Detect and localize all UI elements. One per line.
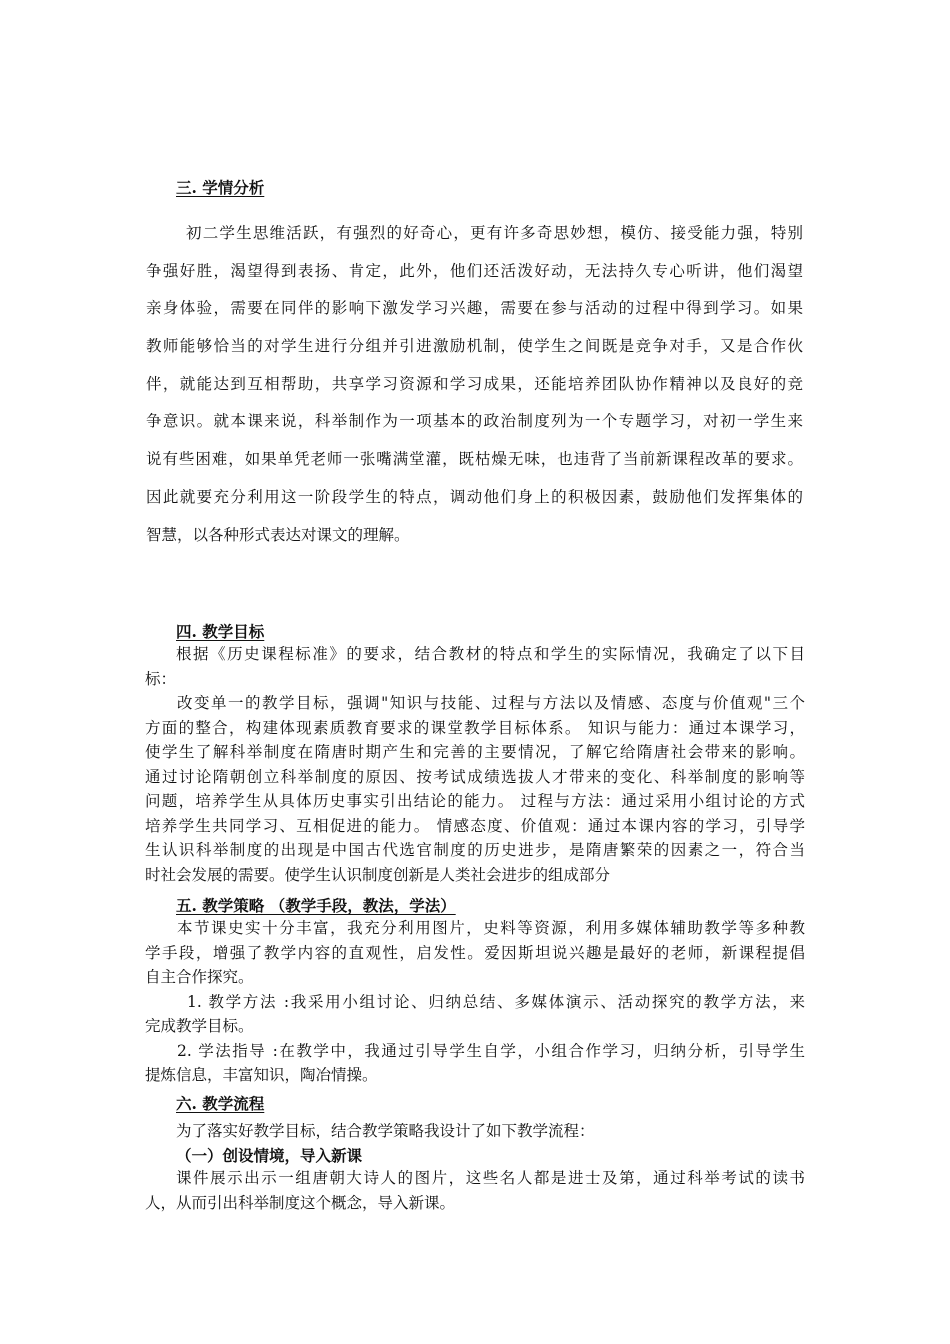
paragraph-line: 初二学生思维活跃，有强烈的好奇心，更有许多奇思妙想，模仿、接受能力强，特别 [186, 224, 803, 242]
paragraph-line: 亲身体验，需要在同伴的影响下激发学习兴趣，需要在参与活动的过程中得到学习。如果 [146, 299, 803, 318]
section-3-paragraph [146, 215, 803, 554]
paragraph-line: 根据《历史课程标准》的要求，结合教材的特点和学生的实际情况，我确定了以下目 [176, 645, 805, 663]
paragraph-line: 标： [145, 669, 177, 688]
paragraph-line: 问题，培养学生从具体历史事实引出结论的能力。 过程与方法：通过采用小组讨论的方式 [145, 792, 805, 810]
paragraph-line: 完成教学目标。 [145, 1017, 254, 1035]
paragraph-line: 使学生了解科举制度在隋唐时期产生和完善的主要情况，了解它给隋唐社会带来的影响。 [145, 743, 805, 761]
paragraph-line: 培养学生共同学习、互相促进的能力。 情感态度、价值观：通过本课内容的学习，引导学 [145, 816, 805, 835]
section-6-heading: 六. 教学流程 [176, 1094, 265, 1113]
section-4-paragraph [145, 642, 805, 887]
paragraph-line: 伴，就能达到互相帮助，共享学习资源和学习成果，还能培养团队协作精神以及良好的竞 [146, 374, 803, 393]
paragraph-line: 争强好胜，渴望得到表扬、肯定，此外，他们还活泼好动，无法持久专心听讲，他们渴望 [146, 261, 803, 280]
section-5-paragraph [145, 916, 805, 1088]
paragraph-line: 因此就要充分利用这一阶段学生的特点，调动他们身上的积极因素，鼓励他们发挥集体的 [146, 487, 803, 506]
section-6-paragraph [145, 1166, 805, 1215]
paragraph-line: 时社会发展的需要。使学生认识制度创新是人类社会进步的组成部分 [145, 865, 611, 884]
section-3-heading: 三. 学情分析 [176, 178, 265, 197]
section-5-heading: 五. 教学策略 （教学手段，教法，学法） [176, 896, 456, 915]
paragraph-line: 说有些困难，如果单凭老师一张嘴满堂灌，既枯燥无味，也违背了当前新课程改革的要求。 [146, 450, 803, 469]
paragraph-line: 教师能够恰当的对学生进行分组并引进激励机制，使学生之间既是竞争对手，又是合作伙 [146, 337, 803, 356]
section-6-intro: 为了落实好教学目标，结合教学策略我设计了如下教学流程： [176, 1122, 595, 1140]
paragraph-line: 1. 教学方法 :我采用小组讨论、归纳总结、多媒体演示、活动探究的教学方法，来 [187, 992, 805, 1011]
paragraph-line: 争意识。就本课来说，科举制作为一项基本的政治制度列为一个专题学习，对初一学生来 [146, 412, 803, 431]
paragraph-line: 人，从而引出科举制度这个概念，导入新课。 [145, 1193, 456, 1212]
paragraph-line: 智慧，以各种形式表达对课文的理解。 [146, 525, 410, 544]
paragraph-line: 本节课史实十分丰富，我充分利用图片，史料等资源，利用多媒体辅助教学等多种教 [177, 919, 805, 937]
paragraph-line: 提炼信息，丰富知识，陶冶情操。 [145, 1066, 378, 1084]
section-6-subheading: （一）创设情境，导入新课 [176, 1146, 363, 1165]
paragraph-line: 方面的整合，构建体现素质教育要求的课堂教学目标体系。 知识与能力：通过本课学习， [145, 718, 805, 737]
paragraph-line: 学手段，增强了教学内容的直观性，启发性。爱因斯坦说兴趣是最好的老师，新课程提倡 [145, 943, 805, 962]
paragraph-line: 课件展示出示一组唐朝大诗人的图片，这些名人都是进士及第，通过科举考试的读书 [176, 1169, 805, 1187]
paragraph-line: 2. 学法指导 :在教学中，我通过引导学生自学，小组合作学习，归纳分析，引导学生 [177, 1041, 805, 1060]
section-4-heading: 四. 教学目标 [176, 622, 265, 641]
paragraph-line: 改变单一的教学目标，强调"知识与技能、过程与方法以及情感、态度与价值观"三个 [177, 694, 805, 712]
paragraph-line: 自主合作探究。 [145, 968, 254, 986]
paragraph-line: 生认识科举制度的出现是中国古代选官制度的历史进步，是隋唐繁荣的因素之一，符合当 [145, 841, 805, 859]
paragraph-line: 通过讨论隋朝创立科举制度的原因、按考试成绩选拔人才带来的变化、科举制度的影响等 [145, 767, 805, 786]
